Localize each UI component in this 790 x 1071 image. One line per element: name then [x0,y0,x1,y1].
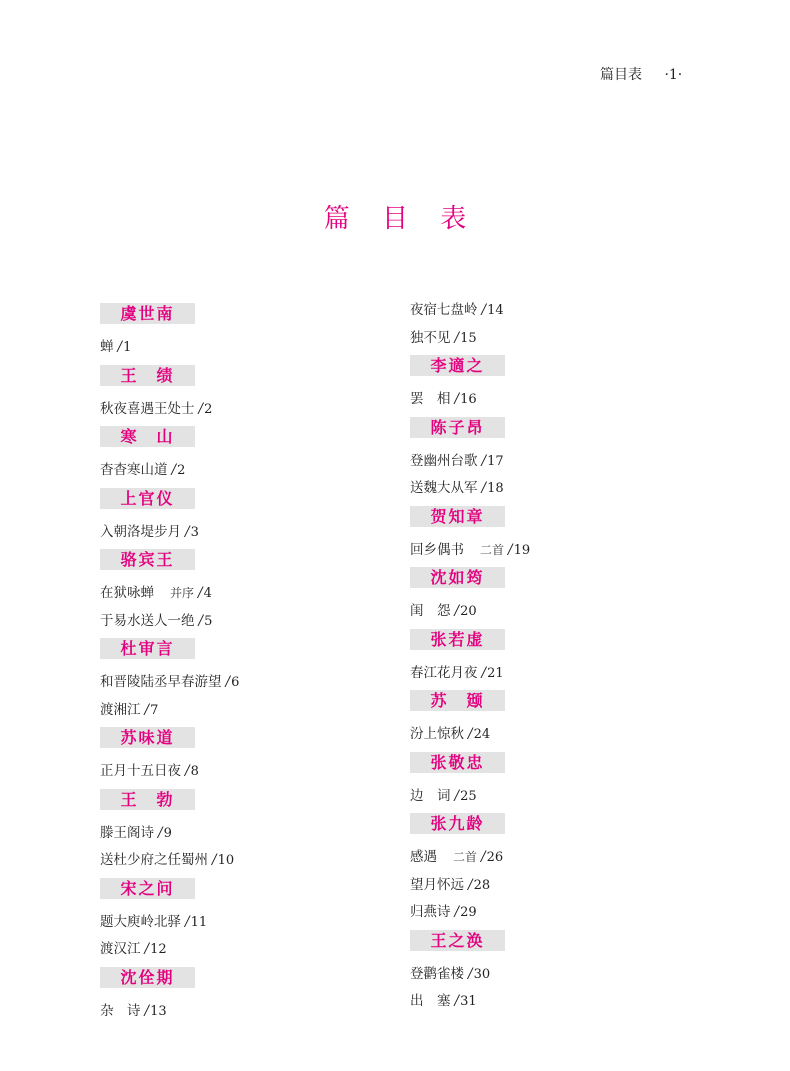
poem-title: 正月十五日夜 [100,763,181,779]
page-separator: / [117,339,123,355]
poem-entry [410,899,670,927]
author-block [410,629,670,688]
poem-entry [410,537,670,565]
author-name: 寒 山 [100,426,195,447]
author-name: 宋之问 [100,878,195,899]
poem-title: 罢 相 [410,391,451,407]
poem-entry [410,475,670,503]
poem-entry [100,936,360,964]
author-name: 虞世南 [100,303,195,324]
poem-title: 杳杳寒山道 [100,462,168,478]
poem-page: 12 [150,942,167,957]
poem-page: 2 [177,463,186,478]
poem-entry [410,988,670,1016]
poem-title: 归燕诗 [410,904,451,920]
page-separator: / [185,913,190,930]
poem-title: 边 词 [410,787,451,804]
page-separator: / [454,391,460,407]
poem-entry [100,669,360,697]
poem-page: 26 [486,850,504,865]
poem-entry [410,660,670,688]
author-block [410,567,670,626]
poem-page: 15 [460,330,477,346]
page-separator: / [468,876,473,893]
author-block [410,355,670,414]
page-separator: / [171,462,177,478]
poem-entry [100,758,360,786]
poem-page: 5 [204,613,213,629]
poem-entry [410,297,670,325]
page-separator: / [198,400,204,417]
author-name: 李適之 [410,355,505,376]
author-name: 上官仪 [100,488,195,509]
page-separator: / [198,612,204,629]
author-block [100,638,360,724]
poem-entry [100,457,360,485]
poem-page: 17 [487,453,504,469]
author-block [100,426,360,485]
poem-page: 24 [473,727,491,742]
poem-page: 9 [163,825,172,841]
page-separator: / [185,523,190,540]
author-name: 陈子昂 [410,417,505,438]
poem-entry [100,697,360,725]
page-number: ·1· [664,67,683,83]
poem-title: 望月怀远 [410,876,464,893]
poem-page: 19 [513,542,531,558]
author-name: 苏 颋 [410,690,505,711]
page-separator: / [454,329,460,346]
page-separator: / [144,1002,150,1019]
poem-entry [100,847,360,875]
page-separator: / [468,726,473,742]
poem-entry [100,396,360,424]
poem-title: 送魏大从军 [410,480,478,496]
author-block [100,789,360,875]
poem-page: 8 [190,764,199,779]
poem-title: 蝉 [100,339,114,355]
poem-title: 杂 诗 [100,1002,141,1019]
poem-entry [100,998,360,1026]
author-block [100,365,360,424]
author-name: 沈如筠 [410,567,505,588]
toc-left-column [100,300,360,1025]
author-name: 苏味道 [100,727,195,748]
page-separator: / [454,904,460,920]
poem-title: 登幽州台歌 [410,452,478,469]
poem-title: 登鹳雀楼 [410,965,464,982]
poem-page: 7 [150,702,159,718]
author-name: 沈佺期 [100,967,195,988]
poem-title: 春江花月夜 [410,664,478,681]
page-separator: / [454,787,460,804]
poem-title: 送杜少府之任蜀州 [100,852,208,868]
poem-entry [410,721,670,749]
poem-entry [410,872,670,900]
page-separator: / [198,585,203,601]
poem-entry [100,820,360,848]
poem-title: 于易水送人一绝 [100,612,195,629]
poem-entry [100,580,360,608]
author-block [410,417,670,503]
author-block [410,506,670,565]
page-separator: / [144,701,150,718]
running-header-title: 篇目表 [600,67,642,83]
poem-page: 1 [123,340,132,355]
poem-page: 6 [231,675,240,690]
poem-entry [410,961,670,989]
page-separator: / [454,603,460,619]
poem-title: 秋夜喜遇王处士 [100,400,195,417]
poem-page: 21 [487,665,504,681]
author-block [410,752,670,811]
page-separator: / [481,849,486,865]
poem-title: 独不见 [410,329,451,346]
author-name: 张敬忠 [410,752,505,773]
poem-page: 18 [487,481,504,496]
running-header [600,64,682,84]
poem-page: 20 [460,604,477,619]
poem-note: 二首 [453,850,478,864]
author-name: 杜审言 [100,638,195,659]
poem-page: 2 [204,401,213,417]
poem-page: 28 [473,877,491,893]
page-separator: / [481,480,487,496]
poem-title: 汾上惊秋 [410,726,464,742]
poem-entry [410,844,670,872]
author-name: 张若虚 [410,629,505,650]
poem-entry [410,325,670,353]
author-name: 骆宾王 [100,549,195,570]
poem-entry [410,386,670,414]
page-separator: / [185,763,190,779]
poem-title: 出 塞 [410,993,451,1009]
page-separator: / [481,302,487,318]
page-separator: / [158,824,163,841]
poem-page: 14 [487,303,504,318]
author-block [100,727,360,786]
poem-note: 二首 [480,542,505,557]
author-block [100,488,360,547]
page-separator: / [481,452,487,469]
page-separator: / [144,941,150,957]
page-separator: / [481,664,487,681]
page-separator: / [454,993,460,1009]
author-block [410,690,670,749]
poem-entry [100,519,360,547]
author-block [410,930,670,1016]
author-block [410,297,670,352]
page-separator: / [212,852,217,868]
poem-title: 和晋陵陆丞早春游望 [100,674,222,690]
poem-title: 渡湘江 [100,701,141,718]
page-separator: / [508,541,513,558]
poem-entry [410,598,670,626]
poem-title: 题大庾岭北驿 [100,913,181,930]
poem-entry [100,608,360,636]
page-separator: / [468,965,473,982]
author-name: 张九龄 [410,813,505,834]
poem-page: 3 [190,524,199,540]
poem-page: 13 [150,1003,167,1019]
poem-title: 在狱咏蝉 [100,585,154,601]
author-block [100,549,360,635]
poem-title: 入朝洛堤步月 [100,523,181,540]
author-block [100,303,360,362]
poem-title: 夜宿七盘岭 [410,302,478,318]
page-title: 篇 目 表 [323,204,479,234]
poem-entry [410,448,670,476]
page-separator: / [225,674,231,690]
toc-right-column [410,300,670,1016]
poem-page: 16 [460,392,477,407]
poem-title: 渡汉江 [100,941,141,957]
poem-title: 闺 怨 [410,603,451,619]
author-name: 王之涣 [410,930,505,951]
poem-page: 30 [473,966,491,982]
author-name: 王 勃 [100,789,195,810]
poem-page: 11 [190,914,208,930]
poem-page: 25 [460,788,477,804]
poem-page: 31 [460,994,477,1009]
author-name: 王 绩 [100,365,195,386]
author-block [100,967,360,1026]
poem-entry [100,909,360,937]
author-name: 贺知章 [410,506,505,527]
poem-note: 并序 [170,586,195,600]
poem-title: 感遇 [410,849,437,865]
poem-title: 滕王阁诗 [100,824,154,841]
poem-page: 10 [217,853,235,868]
author-block [100,878,360,964]
poem-entry [100,334,360,362]
poem-page: 29 [460,905,477,920]
poem-entry [410,783,670,811]
poem-title: 回乡偶书 [410,541,464,558]
author-block [410,813,670,927]
poem-page: 4 [203,586,212,601]
